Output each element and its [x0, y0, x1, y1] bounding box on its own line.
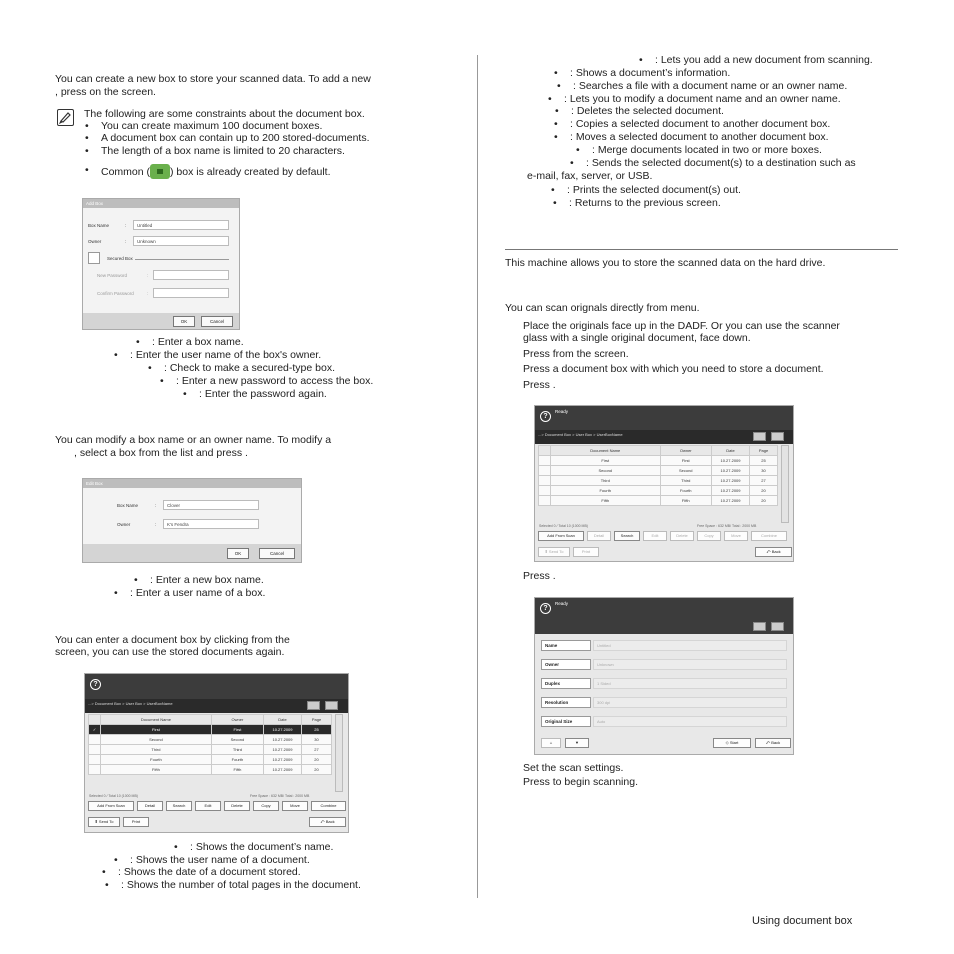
- note-item: • The length of a box name is limited to 20 characters.: [101, 145, 345, 158]
- back-icon: ⤺: [320, 819, 326, 824]
- screen-header: [85, 674, 348, 699]
- step-2: Press from the screen.: [523, 348, 629, 360]
- modify-line-2: , select a box from the list and press .: [74, 447, 248, 459]
- col-date[interactable]: Date: [264, 715, 302, 725]
- enter-line-2: screen, you can use the stored documents again.: [55, 646, 285, 658]
- func-bullet: • : Lets you to modify a document name and an owner name.: [564, 93, 841, 106]
- name-setting-button[interactable]: Name: [541, 640, 591, 651]
- new-password-input[interactable]: [153, 270, 229, 280]
- func-bullet-cont: e-mail, fax, server, or USB.: [527, 170, 653, 182]
- screen-title: Ready: [555, 409, 569, 414]
- original-size-setting-value: Auto: [593, 716, 787, 727]
- dialog-title: Edit Box: [83, 479, 301, 488]
- box-name-label: Box Name: [117, 503, 139, 508]
- colon: :: [147, 273, 149, 278]
- func-bullet: • : Shows a document’s information.: [570, 67, 730, 80]
- colon: :: [125, 239, 127, 244]
- owner-setting-button[interactable]: Owner: [541, 659, 591, 670]
- colon: :: [155, 522, 157, 527]
- dialog-footer: [83, 544, 301, 562]
- help-icon[interactable]: ?: [540, 603, 551, 614]
- list-view-icon[interactable]: [753, 622, 766, 631]
- list-bullet: • : Shows the number of total pages in the document.: [121, 879, 361, 892]
- confirm-password-input[interactable]: [153, 288, 229, 298]
- scrollbar[interactable]: [781, 445, 789, 523]
- column-divider: [477, 55, 478, 898]
- document-box-screen-right: [534, 405, 794, 562]
- name-setting-value: Untitled: [593, 640, 787, 651]
- cancel-button[interactable]: Cancel: [259, 548, 295, 559]
- help-icon[interactable]: ?: [90, 679, 101, 690]
- step-7: Press to begin scanning.: [523, 776, 638, 788]
- dialog-title: Add Box: [83, 199, 239, 208]
- delete-button[interactable]: Delete: [224, 801, 250, 811]
- add-from-scan-button[interactable]: Add From Scan: [538, 531, 584, 541]
- add-bullet: • : Enter a new password to access the box.: [176, 375, 373, 388]
- back-button[interactable]: ⤺ Back: [755, 738, 791, 748]
- modify-line-1: You can modify a box name or an owner name. To modify a: [55, 434, 332, 446]
- edit-bullet: • : Enter a new box name.: [150, 574, 264, 587]
- duplex-setting-button[interactable]: Duplex: [541, 678, 591, 689]
- func-bullet: • : Searches a file with a document name or an owner name.: [573, 80, 847, 93]
- copy-button[interactable]: Copy: [253, 801, 279, 811]
- secured-box-label: Secured Box: [107, 256, 133, 261]
- duplex-setting-value: 1 Sided: [593, 678, 787, 689]
- note-item: • You can create maximum 100 document boxes.: [101, 120, 322, 133]
- print-button[interactable]: Print: [123, 817, 149, 827]
- scroll-up-button[interactable]: [541, 738, 561, 748]
- colon: :: [147, 291, 149, 296]
- edit-button[interactable]: Edit: [643, 531, 667, 541]
- col-owner[interactable]: Owner: [660, 446, 711, 456]
- note-item: • A document box can contain up to 200 stored-documents.: [101, 132, 370, 145]
- step-6: Set the scan settings.: [523, 762, 624, 774]
- ok-button[interactable]: OK: [173, 316, 195, 327]
- table-row[interactable]: Fourth Fourth 10.27.2009 20: [89, 755, 332, 765]
- search-button[interactable]: Search: [166, 801, 192, 811]
- note-item-common: [101, 164, 331, 179]
- dialog-footer: [83, 313, 239, 329]
- scan-text: You can scan orignals directly from menu.: [505, 302, 700, 314]
- table-row[interactable]: Fourth Fourth 10.27.2009 20: [539, 486, 778, 496]
- detail-button[interactable]: Detail: [587, 531, 611, 541]
- common-after: ) box is already created by default.: [170, 166, 331, 178]
- owner-input[interactable]: Unknown: [133, 236, 229, 246]
- status-left: Selected 0 / Total 10 (1000 MB): [539, 524, 588, 528]
- status-right: Free Space : 632 MB/ Total : 2000 MB: [697, 524, 757, 528]
- table-row[interactable]: ✓ First First 10.27.2009 25: [89, 725, 332, 735]
- send-to-button[interactable]: ⬆ Send To: [88, 817, 120, 827]
- back-icon: ⤺: [765, 740, 772, 745]
- owner-setting-value: Unknown: [593, 659, 787, 670]
- box-name-label: Box Name: [88, 223, 110, 228]
- func-bullet: • : Deletes the selected document.: [571, 105, 724, 118]
- screen-title: Ready: [555, 601, 569, 606]
- owner-label: Owner: [88, 239, 102, 244]
- table-row[interactable]: Fifth Fifth 10.27.2009 20: [539, 496, 778, 506]
- thumbnail-view-icon[interactable]: [771, 432, 784, 441]
- func-bullet: • : Merge documents located in two or more boxes.: [592, 144, 822, 157]
- move-button[interactable]: Move: [724, 531, 748, 541]
- store-text: This machine allows you to store the scanned data on the hard drive.: [505, 257, 826, 269]
- delete-button[interactable]: Delete: [670, 531, 694, 541]
- path-bar: ...> Document Box > User Box > UserBoxName: [85, 699, 348, 713]
- step-4: Press .: [523, 379, 556, 391]
- col-owner[interactable]: Owner: [211, 715, 263, 725]
- detail-button[interactable]: Detail: [137, 801, 163, 811]
- note-heading: The following are some constraints about the document box.: [84, 108, 365, 120]
- col-date[interactable]: Date: [712, 446, 750, 456]
- add-bullet: • : Enter the user name of the box's owner.: [130, 349, 321, 362]
- col-document-name[interactable]: Document Name: [551, 446, 661, 456]
- col-page[interactable]: Page: [750, 446, 778, 456]
- original-size-setting-button[interactable]: Original Size: [541, 716, 591, 727]
- add-bullet: • : Enter a box name.: [152, 336, 244, 349]
- func-bullet: • : Prints the selected document(s) out.: [567, 184, 741, 197]
- scroll-down-button[interactable]: [565, 738, 589, 748]
- func-bullet: • : Returns to the previous screen.: [569, 197, 721, 210]
- document-box-screen: [84, 673, 349, 833]
- func-bullet: • : Sends the selected document(s) to a destination such as: [586, 157, 856, 170]
- table-row[interactable]: Second Second 10.27.2009 30: [539, 466, 778, 476]
- cancel-button[interactable]: Cancel: [201, 316, 233, 327]
- send-icon: ⬆: [544, 549, 549, 554]
- table-row[interactable]: Third Third 10.27.2009 27: [89, 745, 332, 755]
- scrollbar[interactable]: [335, 714, 343, 792]
- thumbnail-view-icon[interactable]: [325, 701, 338, 710]
- confirm-password-label: Confirm Password: [97, 291, 134, 296]
- list-bullet: • : Shows the document’s name.: [190, 841, 333, 854]
- status-left: Selected 0 / Total 10 (1000 MB): [89, 794, 138, 798]
- table-row[interactable]: Third Third 10.27.2009 27: [539, 476, 778, 486]
- step-1-line-2: glass with a single original document, face down.: [523, 332, 751, 344]
- func-bullet: • : Moves a selected document to another document box.: [570, 131, 829, 144]
- edit-bullet: • : Enter a user name of a box.: [130, 587, 265, 600]
- move-button[interactable]: Move: [282, 801, 308, 811]
- secured-box-checkbox[interactable]: [88, 252, 100, 264]
- start-button[interactable]: ◇ Start: [713, 738, 751, 748]
- add-from-scan-button[interactable]: Add From Scan: [88, 801, 134, 811]
- combine-button[interactable]: Combine: [751, 531, 787, 541]
- step-5: Press .: [523, 570, 556, 582]
- search-button[interactable]: Search: [614, 531, 640, 541]
- chevron-up-icon: ▲: [549, 740, 553, 745]
- path-bar: ...> Document Box > User Box > UserBoxName: [535, 430, 793, 444]
- list-bullet: • : Shows the date of a document stored.: [118, 866, 301, 879]
- table-row[interactable]: Second Second 10.27.2009 30: [89, 735, 332, 745]
- back-icon: ⤺: [766, 549, 772, 554]
- intro-line-2: , press on the screen.: [55, 86, 156, 98]
- separator: [135, 259, 229, 260]
- status-right: Free Space : 632 MB/ Total : 2000 MB: [250, 794, 310, 798]
- print-button[interactable]: Print: [573, 547, 599, 557]
- edit-box-dialog: [82, 478, 302, 563]
- screen-header: [535, 598, 793, 634]
- edit-button[interactable]: Edit: [195, 801, 221, 811]
- col-page[interactable]: Page: [302, 715, 332, 725]
- section-rule: [505, 249, 898, 250]
- resolution-setting-button[interactable]: Resolution: [541, 697, 591, 708]
- new-password-label: New Password: [97, 273, 128, 278]
- colon: :: [125, 223, 127, 228]
- enter-line-1: You can enter a document box by clicking from the: [55, 634, 290, 646]
- add-bullet: • : Enter the password again.: [199, 388, 327, 401]
- screen-header: [535, 406, 793, 430]
- add-box-dialog: [82, 198, 240, 330]
- intro-line-1: You can create a new box to store your scanned data. To add a new: [55, 73, 371, 85]
- document-table: [88, 714, 332, 775]
- owner-input[interactable]: K's Fendra: [163, 519, 259, 529]
- step-1-line-1: Place the originals face up in the DADF. Or you can use the scanner: [523, 320, 840, 332]
- document-table: [538, 445, 778, 506]
- chevron-down-icon: ▼: [575, 740, 579, 745]
- func-bullet: • : Lets you add a new document from scanning.: [655, 54, 873, 67]
- note-icon: [57, 109, 74, 126]
- start-icon: ◇: [725, 740, 730, 745]
- home-folder-icon: [150, 164, 170, 179]
- copy-button[interactable]: Copy: [697, 531, 721, 541]
- box-name-input[interactable]: Clover: [163, 500, 259, 510]
- col-document-name[interactable]: Document Name: [101, 715, 212, 725]
- owner-label: Owner: [117, 522, 131, 527]
- thumbnail-view-icon[interactable]: [771, 622, 784, 631]
- combine-button[interactable]: Combine: [311, 801, 346, 811]
- func-bullet: • : Copies a selected document to another document box.: [570, 118, 830, 131]
- list-view-icon[interactable]: [753, 432, 766, 441]
- ok-button[interactable]: OK: [227, 548, 249, 559]
- step-3: Press a document box with which you need to store a document.: [523, 363, 824, 375]
- table-row[interactable]: Fifth Fifth 10.27.2009 20: [89, 765, 332, 775]
- box-name-input[interactable]: Untitled: [133, 220, 229, 230]
- send-to-button[interactable]: ⬆ Send To: [538, 547, 570, 557]
- list-view-icon[interactable]: [307, 701, 320, 710]
- resolution-setting-value: 300 dpi: [593, 697, 787, 708]
- table-row[interactable]: First First 10.27.2009 25: [539, 456, 778, 466]
- colon: :: [155, 503, 157, 508]
- common-before: Common (: [101, 166, 151, 178]
- back-button[interactable]: ⤺ Back: [755, 547, 792, 557]
- list-bullet: • : Shows the user name of a document.: [130, 854, 310, 867]
- send-icon: ⬆: [94, 819, 99, 824]
- footer-section-title: Using document box: [752, 915, 853, 927]
- scan-settings-screen: [534, 597, 794, 755]
- back-button[interactable]: ⤺ Back: [309, 817, 346, 827]
- help-icon[interactable]: ?: [540, 411, 551, 422]
- add-bullet: • : Check to make a secured-type box.: [164, 362, 335, 375]
